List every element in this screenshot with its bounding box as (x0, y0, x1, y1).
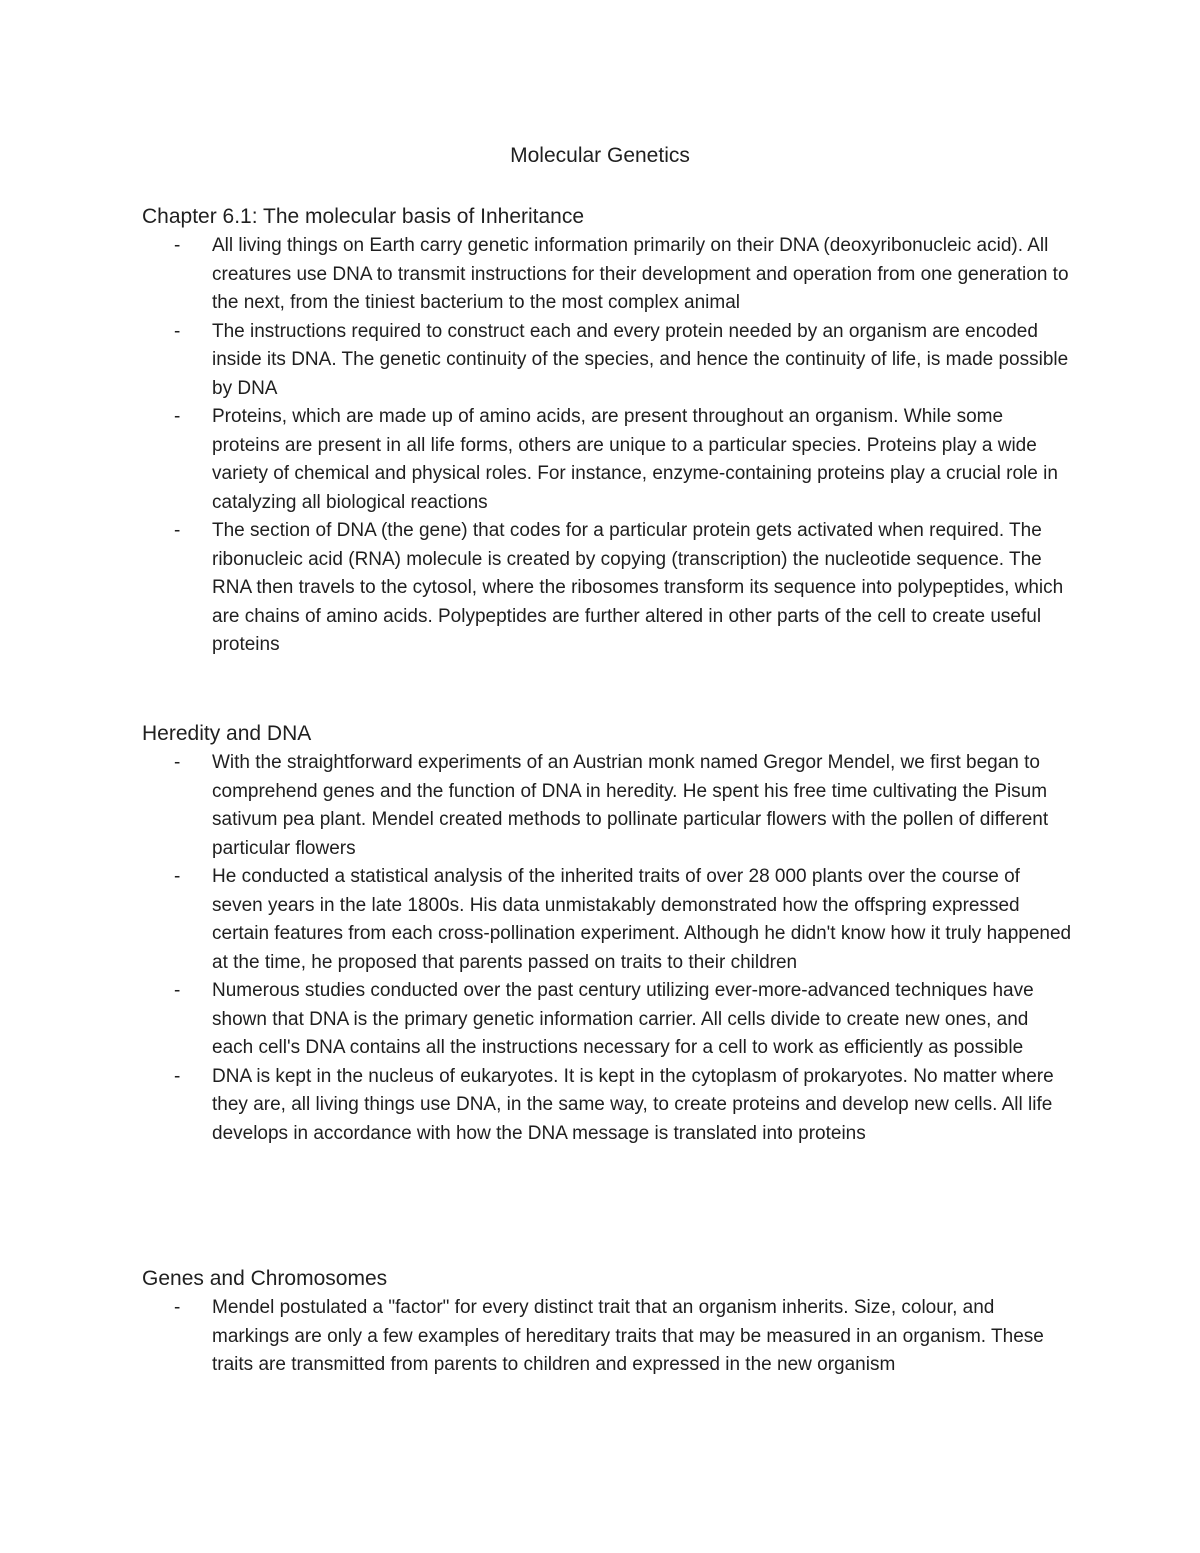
bullet-dash: - (174, 320, 181, 342)
section-heading: Chapter 6.1: The molecular basis of Inheritance (142, 205, 585, 228)
section-heredity-and-dna (142, 719, 1072, 1148)
list-item-text: Numerous studies conducted over the past century utilizing ever-more-advanced techniques have shown that DNA is the primary genetic information carrier. All cells divide to create new ones, and each cell's DNA contains all the instructions necessary for a cell to work as efficiently as possible (212, 980, 1034, 1058)
bullet-dash: - (174, 1297, 181, 1318)
list-item (142, 403, 1072, 517)
bullet-list (142, 1294, 1072, 1380)
bullet-dash: - (174, 1065, 181, 1087)
list-item-text: The instructions required to construct each and every protein needed by an organism are encoded inside its DNA. The genetic continuity of the species, and hence the continuity of life, is made possible by DNA (212, 320, 1069, 399)
list-item-text: DNA is kept in the nucleus of eukaryotes. It is kept in the cytoplasm of prokaryotes. No matter where they are, all living things use DNA, in the same way, to create proteins and develop new cells. All life develops in accordance with how the DNA message is translated into proteins (212, 1065, 1054, 1144)
bullet-dash: - (174, 980, 181, 1001)
list-item-text: Proteins, which are made up of amino acids, are present throughout an organism. While some proteins are present in all life forms, others are unique to a particular species. Proteins play a wide variety of chemical and physical roles. For instance, enzyme-containing proteins play a crucial role in catalyzing all biological reactions (212, 406, 1058, 513)
list-item (142, 517, 1072, 660)
bullet-dash: - (174, 520, 181, 541)
section-genes-and-chromosomes (142, 1264, 1072, 1380)
bullet-dash: - (174, 235, 181, 256)
list-item (142, 863, 1072, 977)
list-item (142, 977, 1072, 1063)
list-item-text: Mendel postulated a "factor" for every distinct trait that an organism inherits. Size, colour, and markings are only a few examples of hereditary traits that may be measured in an organism. These traits are transmitted from parents to children and expressed in the new organism (212, 1297, 1044, 1375)
bullet-dash: - (174, 752, 181, 773)
bullet-list (142, 232, 1072, 660)
section-heading: Heredity and DNA (142, 722, 312, 745)
bullet-dash: - (174, 406, 181, 427)
list-item (142, 318, 1072, 404)
list-item (142, 1063, 1072, 1149)
list-item-text: With the straightforward experiments of an Austrian monk named Gregor Mendel, we first began to comprehend genes and the function of DNA in heredity. He spent his free time cultivating the Pisum sativum pea plant. Mendel created methods to pollinate particular flowers with the pollen of different particular flowers (212, 752, 1049, 859)
list-item (142, 232, 1072, 318)
document-title: Molecular Genetics (510, 144, 690, 167)
bullet-dash: - (174, 866, 181, 887)
section-heading: Genes and Chromosomes (142, 1267, 388, 1290)
list-item (142, 1294, 1072, 1380)
bullet-list (142, 749, 1072, 1148)
list-item-text: The section of DNA (the gene) that codes for a particular protein gets activated when required. The ribonucleic acid (RNA) molecule is created by copying (transcription) the nucleotide sequence. The RNA then travels to the cytosol, where the ribosomes transform its sequence into polypeptides, which are chains of amino acids. Polypeptides are further altered in other parts of the cell to create useful proteins (212, 520, 1064, 655)
section-molecular-basis (142, 202, 1072, 660)
list-item-text: He conducted a statistical analysis of the inherited traits of over 28 000 plants over the course of seven years in the late 1800s. His data unmistakably demonstrated how the offspring expressed certain features from each cross-pollination experiment. Although he didn't know how it truly happened at the time, he proposed that parents passed on traits to their children (212, 866, 1072, 973)
list-item (142, 749, 1072, 863)
list-item-text: All living things on Earth carry genetic information primarily on their DNA (deoxyribonucleic acid). All creatures use DNA to transmit instructions for their development and operation from one generation to the next, from the tiniest bacterium to the most complex animal (212, 235, 1069, 313)
